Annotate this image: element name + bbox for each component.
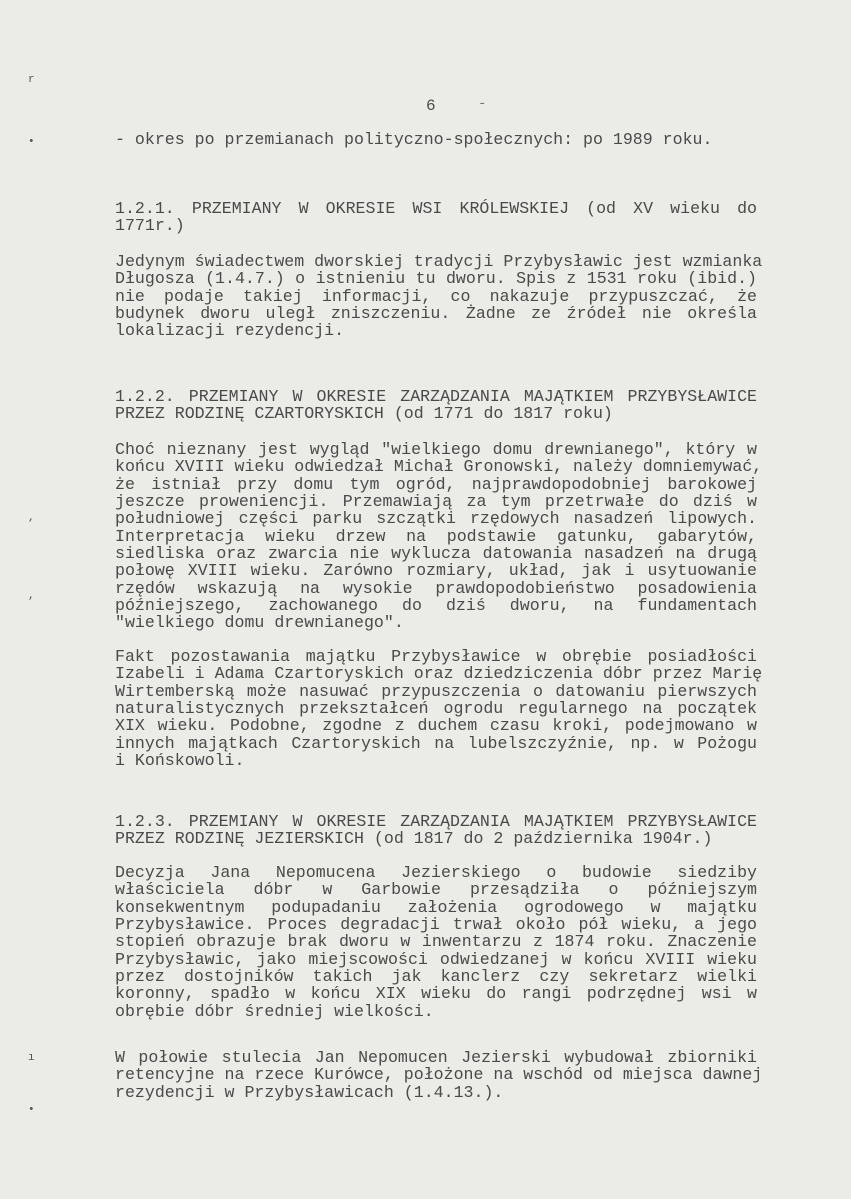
scan-speck: - — [478, 96, 487, 112]
text-line: że istniał przy domu tym ogród, najprawdopodobniej barokowej — [115, 474, 757, 494]
text-line: W połowie stulecia Jan Nepomucen Jezierski wybudował zbiorniki — [115, 1048, 757, 1067]
text-line: Choć nieznany jest wygląd "wielkiego domu drewnianego", który w — [115, 440, 757, 459]
text-line: 1.2.2. PRZEMIANY W OKRESIE ZARZĄDZANIA MAJĄTKIEM PRZYBYSŁAWICE — [115, 387, 757, 406]
text-line: obrębie dóbr średniej wielkości. — [115, 1001, 434, 1021]
text-line: koronny, spadło w końcu XIX wieku do rangi podrzędnej wsi w — [115, 984, 757, 1004]
text-line: PRZEZ RODZINĘ JEZIERSKICH (od 1817 do 2 października 1904r.) — [115, 829, 713, 849]
text-line: 1771r.) — [115, 216, 185, 236]
margin-mark: , — [28, 512, 35, 524]
margin-mark: , — [28, 590, 35, 602]
text-line: siedliska oraz zwarcia nie wyklucza datowania nasadzeń na drugą — [115, 544, 757, 564]
text-line: innych majątkach Czartoryskich na lubelszczyźnie, np. w Pożogu — [115, 733, 757, 753]
text-line: jeszcze proweniencji. Przemawiają za tym przetrwałe do dziś w — [115, 492, 757, 512]
text-line: końcu XVIII wieku odwiedzał Michał Gronowski, należy domniemywać, — [115, 457, 763, 477]
text-line: Fakt pozostawania majątku Przybysławice w obrębie posiadłości — [115, 647, 757, 666]
text-line: lokalizacji rezydencji. — [115, 321, 345, 341]
paragraph — [115, 1048, 763, 1102]
text-line: retencyjne na rzece Kurówce, położone na wschód od miejsca dawnej — [115, 1065, 763, 1085]
text-line: naturalistycznych przekształceń ogrodu regularnego na początek — [115, 699, 757, 719]
text-line: Wirtemberską może nasuwać przypuszczenia o datowaniu pierwszych — [115, 681, 757, 701]
page-number: 6 — [426, 97, 436, 115]
text-line: Decyzja Jana Nepomucena Jezierskiego o budowie siedziby — [115, 863, 757, 882]
text-line: właściciela dóbr w Garbowie przesądziła o późniejszym — [115, 880, 757, 900]
text-line: późniejszego, zachowanego do dziś dworu, na fundamentach — [115, 596, 757, 616]
text-line: rzędów wskazują na wysokie prawdopodobieństwo posadowienia — [115, 578, 757, 598]
text-line: połowę XVIII wieku. Zarówno rozmiary, układ, jak i usytuowanie — [115, 561, 757, 581]
text-line: Długosza (1.4.7.) o istnieniu tu dworu. Spis z 1531 roku (ibid.) — [115, 269, 757, 289]
text-line: Interpretacja wieku drzew na podstawie gatunku, gabarytów, — [115, 526, 757, 546]
text-line: PRZEZ RODZINĘ CZARTORYSKICH (od 1771 do 1817 roku) — [115, 404, 613, 424]
paragraph — [115, 864, 757, 1020]
intro-line: - okres po przemianach polityczno-społecznych: po 1989 roku. — [115, 130, 713, 149]
margin-mark: r — [28, 74, 35, 86]
paragraph — [115, 647, 763, 771]
text-line: nie podaje takiej informacji, co nakazuje przypuszczać, że — [115, 286, 757, 306]
text-line: konsekwentnym podupadaniu założenia ogrodowego w majątku — [115, 897, 757, 917]
section-heading-1-2-1 — [115, 200, 757, 235]
section-heading-1-2-3 — [115, 813, 757, 848]
margin-mark: • — [28, 1104, 35, 1116]
text-line: i Końskowoli. — [115, 751, 245, 771]
text-line: Przybysławic, jako miejscowości odwiedzanej w końcu XVIII wieku — [115, 949, 757, 969]
margin-mark: ı — [28, 1052, 35, 1064]
text-line: budynek dworu uległ zniszczeniu. Żadne ze źródeł nie określa — [115, 304, 757, 324]
text-line: południowej części parku szczątki rzędowych nasadzeń lipowych. — [115, 509, 757, 529]
text-line: 1.2.1. PRZEMIANY W OKRESIE WSI KRÓLEWSKIEJ (od XV wieku do — [115, 199, 757, 218]
paragraph — [115, 440, 763, 633]
paragraph — [115, 252, 763, 341]
text-line: XIX wieku. Podobne, zgodne z duchem czasu kroki, podejmowano w — [115, 716, 757, 736]
text-line: rezydencji w Przybysławicach (1.4.13.). — [115, 1082, 504, 1102]
text-line: stopień obrazuje brak dworu w inwentarzu z 1874 roku. Znaczenie — [115, 932, 757, 952]
text-line: Jedynym świadectwem dworskiej tradycji Przybysławic jest wzmianka — [115, 252, 763, 271]
margin-mark: • — [28, 136, 35, 148]
section-heading-1-2-2 — [115, 388, 757, 423]
text-line: "wielkiego domu drewnianego". — [115, 613, 404, 633]
text-line: przez dostojników takich jak kanclerz czy sekretarz wielki — [115, 967, 757, 987]
text-line: 1.2.3. PRZEMIANY W OKRESIE ZARZĄDZANIA MAJĄTKIEM PRZYBYSŁAWICE — [115, 812, 757, 831]
text-line: Przybysławice. Proces degradacji trwał około pół wieku, a jego — [115, 915, 757, 935]
text-line: Izabeli i Adama Czartoryskich oraz dziedziczenia dóbr przez Marię — [115, 664, 763, 684]
